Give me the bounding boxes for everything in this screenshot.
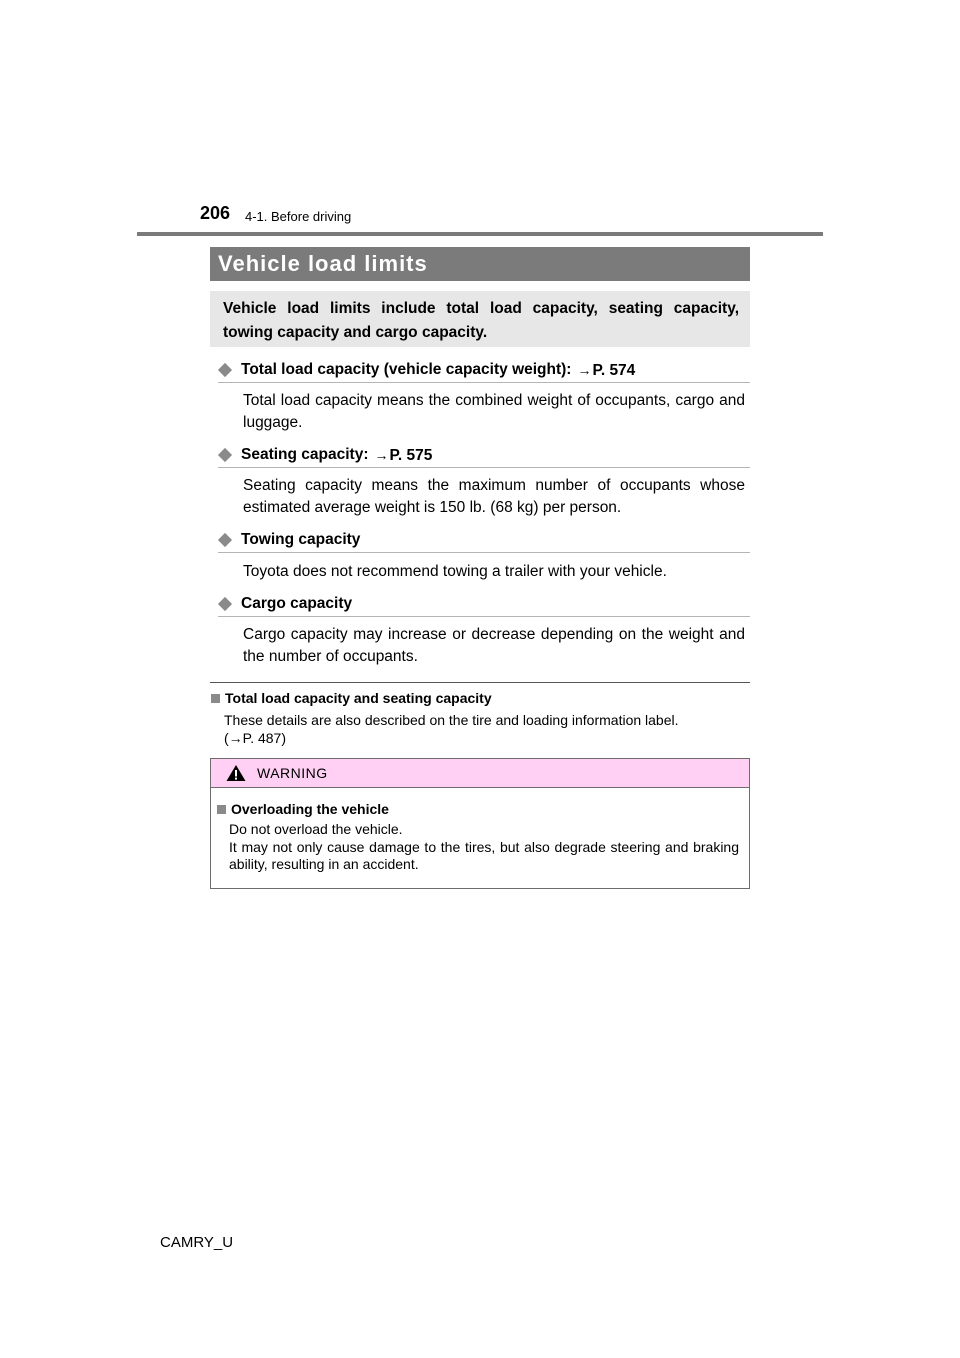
item-heading-towing-capacity (218, 530, 750, 553)
header-divider (137, 232, 823, 236)
warning-item-line: It may not only cause damage to the tires, but also degrade steering and braking ability, resulting in an accident. (229, 838, 739, 872)
page-reference-link[interactable] (577, 360, 635, 381)
item-heading-text: Towing capacity (241, 531, 361, 548)
arrow-right-icon: → (577, 362, 592, 378)
diamond-bullet-icon (218, 533, 232, 547)
warning-item-heading (216, 801, 389, 817)
item-body-cargo-capacity: Cargo capacity may increase or decrease depending on the weight and the number of occupants. (243, 626, 745, 665)
item-heading-text: Seating capacity: (241, 446, 369, 463)
diamond-bullet-icon (218, 363, 232, 377)
item-heading-seating-capacity (218, 445, 750, 468)
square-bullet-icon (217, 805, 226, 814)
model-code: CAMRY_U (160, 1234, 234, 1251)
arrow-right-icon: → (374, 447, 389, 463)
warning-box (210, 758, 750, 889)
section-breadcrumb: 4-1. Before driving (245, 209, 352, 224)
diamond-bullet-icon (218, 597, 232, 611)
warning-item-body (229, 821, 739, 874)
diamond-bullet-icon (218, 448, 232, 462)
item-heading-cargo-capacity (218, 594, 750, 617)
page-number: 206 (200, 203, 231, 223)
page-reference-link[interactable] (375, 445, 433, 466)
warning-header (211, 759, 749, 788)
page-reference-link[interactable] (229, 730, 286, 746)
page-reference-text: P. 575 (389, 447, 433, 464)
square-bullet-icon (211, 694, 220, 703)
page-title: Vehicle load limits (210, 247, 750, 281)
item-heading-total-load-capacity (218, 360, 750, 383)
item-heading-text: Total load capacity (vehicle capacity weight): (241, 361, 572, 378)
item-body-towing-capacity: Toyota does not recommend towing a trailer with your vehicle. (243, 563, 667, 580)
subsection-heading (210, 690, 492, 706)
subsection-divider (210, 682, 750, 683)
warning-triangle-icon (226, 764, 246, 782)
page-reference-text: P. 487) (242, 730, 287, 746)
intro-summary: Vehicle load limits include total load capacity, seating capacity, towing capacity and cargo capacity. (210, 291, 750, 347)
arrow-right-icon: → (228, 730, 243, 746)
subsection-body-line: These details are also described on the tire and loading information label. (224, 712, 679, 728)
item-body-total-load-capacity: Total load capacity means the combined weight of occupants, cargo and luggage. (243, 392, 745, 431)
item-heading-text: Cargo capacity (241, 595, 353, 612)
subsection-reference: (→P. 487) (224, 730, 287, 746)
subsection-body (224, 711, 750, 747)
page-reference-text: P. 574 (592, 362, 636, 379)
warning-item-line: Do not overload the vehicle. (229, 821, 403, 837)
subsection-heading-text: Total load capacity and seating capacity (225, 690, 492, 706)
warning-item-heading-text: Overloading the vehicle (231, 801, 389, 817)
warning-label: WARNING (257, 765, 328, 781)
item-body-seating-capacity: Seating capacity means the maximum number of occupants whose estimated average weight is 150 lb. (68 kg) per person. (243, 477, 745, 516)
